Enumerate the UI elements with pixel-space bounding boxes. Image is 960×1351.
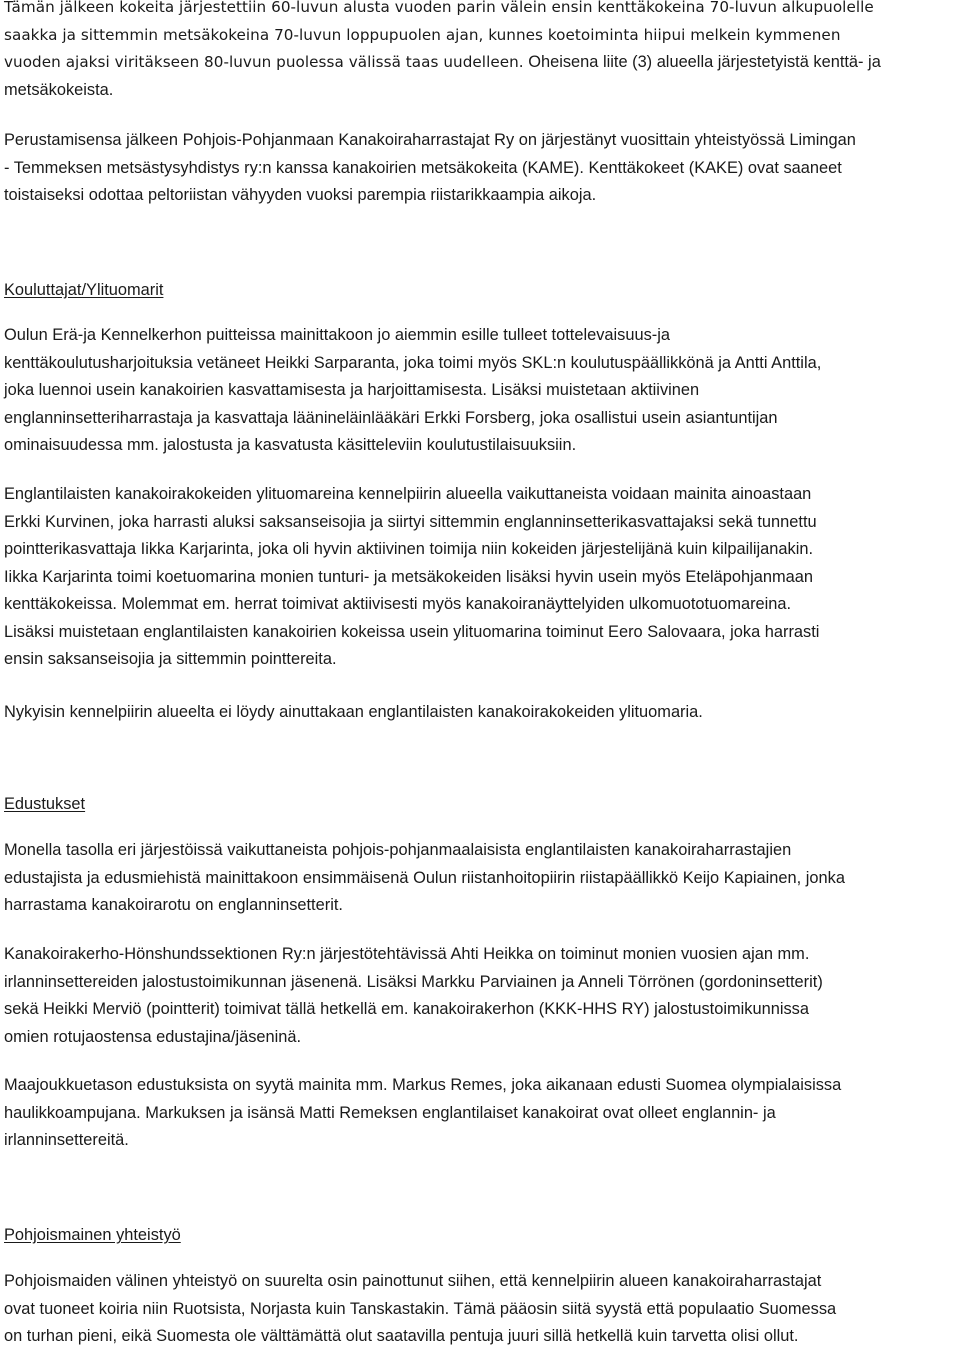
paragraph-current-judges	[4, 699, 958, 727]
text-line: Oulun Erä-ja Kennelkerhon puitteissa mainittakoon jo aiemmin esille tulleet tottelevaisuus-ja	[4, 326, 670, 344]
paragraph-trainers	[4, 322, 958, 460]
text-line: Nykyisin kennelpiirin alueelta ei löydy ainuttakaan englantilaisten kanakoirakokeiden ylituomaria.	[4, 703, 703, 721]
text-line: metsäkokeista.	[4, 80, 114, 99]
paragraph-history-intro	[4, 0, 958, 104]
paragraph-representatives	[4, 837, 958, 920]
text-line: Kanakoirakerho-Hönshundssektionen Ry:n järjestötehtävissä Ahti Heikka on toiminut monien vuosien ajan mm.	[4, 945, 810, 963]
text-line: ominaisuudessa mm. jalostusta ja kasvatusta käsitteleviin koulutustilaisuuksiin.	[4, 436, 577, 454]
text-line: joka luennoi usein kanakoirien kasvattamisesta ja harjoittamisesta. Lisäksi muistetaan aktiivinen	[4, 381, 700, 399]
text-line: Perustamisensa jälkeen Pohjois-Pohjanmaan Kanakoiraharrastajat Ry on järjestänyt vuosittain yhteistyössä Limingan	[4, 131, 856, 149]
text-line: Monella tasolla eri järjestöissä vaikuttaneista pohjois-pohjanmaalaisista englantilaisten kanakoiraharrastajien	[4, 841, 792, 859]
section-heading-trainers: Kouluttajat/Ylituomarit	[4, 281, 164, 299]
text-line: omien rotujaostensa edustajina/jäseninä.	[4, 1027, 302, 1046]
text-line: irlanninsettereitä.	[4, 1131, 129, 1149]
text-line: kenttäkoulutusharjoituksia vetäneet Heikki Sarparanta, joka toimi myös SKL:n koulutuspäällikkönä ja Antti Anttila,	[4, 353, 822, 372]
text-line: - Temmeksen metsästysyhdistys ry:n kanssa kanakoirien metsäkokeita (KAME). Kenttäkokeet (KAKE) ovat saaneet	[4, 158, 842, 177]
text-line: ovat tuoneet koiria niin Ruotsista, Norjasta kuin Tanskastakin. Tämä pääosin siitä syystä että populaatio Suomessa	[4, 1299, 837, 1318]
text-segment: Oheisena liite (3) alueella järjestetyistä kenttä- ja	[523, 53, 881, 71]
text-segment: vuoden ajaksi viritäkseen 80-luvun puolessa välissä taas uudelleen.	[4, 53, 524, 71]
text-line: edustajista ja edusmiehistä mainittakoon ensimmäisenä Oulun riistanhoitopiirin riistapäällikkö Keijo Kapiainen, jonka	[4, 868, 845, 887]
text-line: englanninsetteriharrastaja ja kasvattaja läänineläinlääkäri Erkki Forsberg, joka osallistui usein asiantuntijan	[4, 408, 778, 427]
text-line: Pohjoismaiden välinen yhteistyö on suurelta osin painottunut siihen, että kennelpiirin alueen kanakoiraharrastajat	[4, 1272, 822, 1290]
paragraph-kennel-club	[4, 941, 958, 1051]
paragraph-nordic-cooperation	[4, 1268, 958, 1351]
text-line: Englantilaisten kanakoirakokeiden ylituomareina kennelpiirin alueella vaikuttaneista voidaan mainita ainoastaan	[4, 485, 812, 503]
text-line: toistaiseksi odottaa peltoriistan vähyyden vuoksi parempia riistarikkaampia aikoja.	[4, 186, 597, 204]
text-line: harrastama kanakoirarotu on englanninsetterit.	[4, 896, 343, 914]
text-line: pointterikasvattaja Iikka Karjarinta, joka oli hyvin aktiivinen toimija niin kokeiden järjestelijänä kuin kilpailijanakin.	[4, 540, 814, 558]
text-line: haulikkoampujana. Markuksen ja isänsä Matti Remeksen englantilaiset kanakoirat ovat olleet englannin- ja	[4, 1103, 776, 1122]
paragraph-judges	[4, 481, 958, 674]
text-line: on turhan pieni, eikä Suomesta ole välttämättä olut saatavilla pentuja juuri sillä hetkellä kuin tarvetta olisi ollut.	[4, 1327, 799, 1345]
section-heading-nordic: Pohjoismainen yhteistyö	[4, 1226, 181, 1244]
section-heading-representation: Edustukset	[4, 795, 86, 813]
text-line: ensin saksanseisojia ja sittemmin pointtereita.	[4, 650, 337, 668]
text-line: Lisäksi muistetaan englantilaisten kanakoirien kokeissa usein ylituomarina toiminut Eero Salovaara, joka harrasti	[4, 622, 820, 641]
text-line	[4, 49, 958, 77]
text-line: irlanninsettereiden jalostustoimikunnan jäsenenä. Lisäksi Markku Parviainen ja Anneli Törrönen (gordoninsetterit)	[4, 972, 823, 991]
text-line: Tämän jälkeen kokeita järjestettiin 60-luvun alusta vuoden parin välein ensin kenttäkokeina 70-luvun alkupuolelle	[4, 0, 874, 16]
paragraph-national-team	[4, 1072, 958, 1155]
text-line: Erkki Kurvinen, joka harrasti aluksi saksanseisojia ja siirtyi sittemmin englanninsetterikasvattajaksi sekä tunnettu	[4, 512, 817, 531]
text-line: Iikka Karjarinta toimi koetuomarina monien tunturi- ja metsäkokeiden lisäksi hyvin usein myös Eteläpohjanmaan	[4, 567, 813, 586]
text-line: saakka ja sittemmin metsäkokeina 70-luvun loppupuolen ajan, kunnes koetoiminta hiipui melkein kymmenen	[4, 25, 841, 44]
text-line: kenttäkokeissa. Molemmat em. herrat toimivat aktiivisesti myös kanakoiranäyttelyiden ulkomuototuomareina.	[4, 595, 792, 613]
paragraph-founding	[4, 127, 958, 210]
text-line: Maajoukkuetason edustuksista on syytä mainita mm. Markus Remes, joka aikanaan edusti Suomea olympialaisissa	[4, 1076, 842, 1094]
text-line: sekä Heikki Merviö (pointterit) toimivat tällä hetkellä em. kanakoirakerhon (KKK-HHS RY) jalostustoimikunnissa	[4, 1000, 809, 1018]
